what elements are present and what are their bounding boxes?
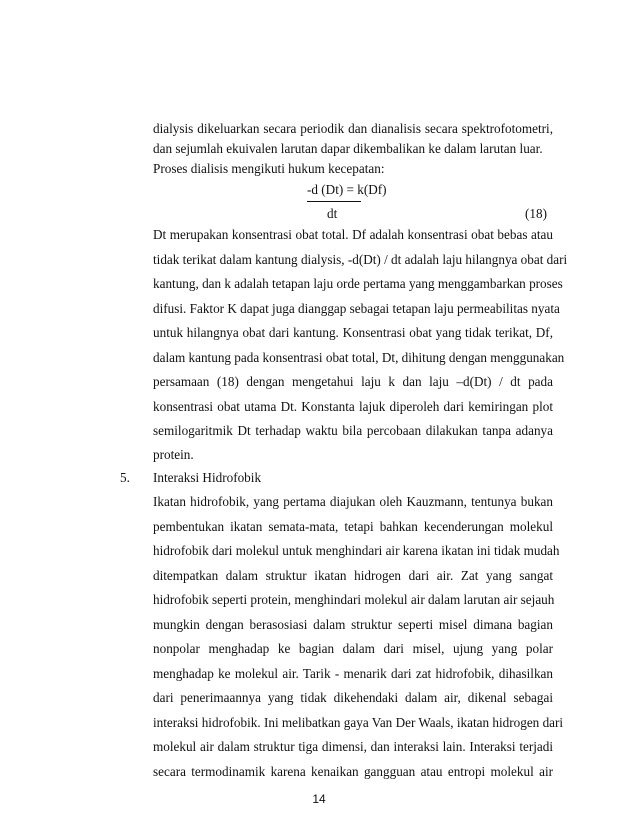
equation-denominator: dt (327, 206, 338, 221)
text-line: menghadap ke molekul air. Tarik - menarik dari zat hidrofobik, dihasilkan (153, 666, 553, 681)
text-line: protein. (153, 447, 194, 462)
text-line: hidrofobik seperti protein, menghindari molekul air dalam larutan air sejauh (153, 592, 555, 607)
text-line: dialysis dikeluarkan secara periodik dan dianalisis secara spektrofotometri, (153, 121, 553, 136)
text-line: untuk hilangnya obat dari kantung. Konsentrasi obat yang tidak terikat, Df, (153, 325, 553, 340)
text-line: difusi. Faktor K dapat juga dianggap sebagai tetapan laju permeabilitas nyata (153, 301, 560, 316)
section-number: 5. (120, 470, 130, 485)
text-line: persamaan (18) dengan mengetahui laju k dan laju –d(Dt) / dt pada (153, 374, 553, 389)
text-line: hidrofobik dari molekul untuk menghindari air karena ikatan ini tidak mudah (153, 543, 560, 558)
text-line: molekul air dalam struktur tiga dimensi, dan interaksi lain. Interaksi terjadi (153, 739, 553, 754)
text-line: Proses dialisis mengikuti hukum kecepatan: (153, 161, 385, 176)
text-line: mungkin dengan berasosiasi dalam struktur seperti misel dimana bagian (153, 617, 553, 632)
text-line: Dt merupakan konsentrasi obat total. Df adalah konsentrasi obat bebas atau (153, 227, 553, 242)
text-line: interaksi hidrofobik. Ini melibatkan gaya Van Der Waals, ikatan hidrogen dari (153, 715, 564, 730)
text-line: konsentrasi obat utama Dt. Konstanta lajuk diperoleh dari kemiringan plot (153, 399, 553, 414)
text-line: nonpolar menghadap ke bagian dalam dari misel, ujung yang polar (153, 641, 553, 656)
text-line: Ikatan hidrofobik, yang pertama diajukan oleh Kauzmann, tentunya bukan (153, 494, 553, 509)
text-line: pembentukan ikatan semata-mata, tetapi bahkan kecenderungan molekul (153, 519, 553, 534)
equation-number: (18) (525, 206, 547, 221)
page-number: 14 (312, 792, 326, 806)
text-line: dari penerimaannya yang tidak dikehendaki dalam air, dikenal sebagai (153, 690, 553, 705)
text-line: tidak terikat dalam kantung dialysis, -d(Dt) / dt adalah laju hilangnya obat dari (153, 252, 568, 267)
fraction-bar (307, 201, 361, 202)
text-line: secara termodinamik karena kenaikan gangguan atau entropi molekul air (153, 764, 553, 779)
text-line: ditempatkan dalam struktur ikatan hidrogen dari air. Zat yang sangat (153, 568, 553, 583)
text-line: dan sejumlah ekuivalen larutan dapar dikembalikan ke dalam larutan luar. (153, 141, 543, 156)
section-title: Interaksi Hidrofobik (153, 470, 262, 485)
text-line: semilogaritmik Dt terhadap waktu bila percobaan dilakukan tanpa adanya (153, 423, 553, 438)
text-line: dalam kantung pada konsentrasi obat total, Dt, dihitung dengan menggunakan (153, 350, 565, 365)
equation-numerator: -d (Dt) = k(Df) (307, 182, 387, 197)
text-line: kantung, dan k adalah tetapan laju orde pertama yang menggambarkan proses (153, 276, 563, 291)
